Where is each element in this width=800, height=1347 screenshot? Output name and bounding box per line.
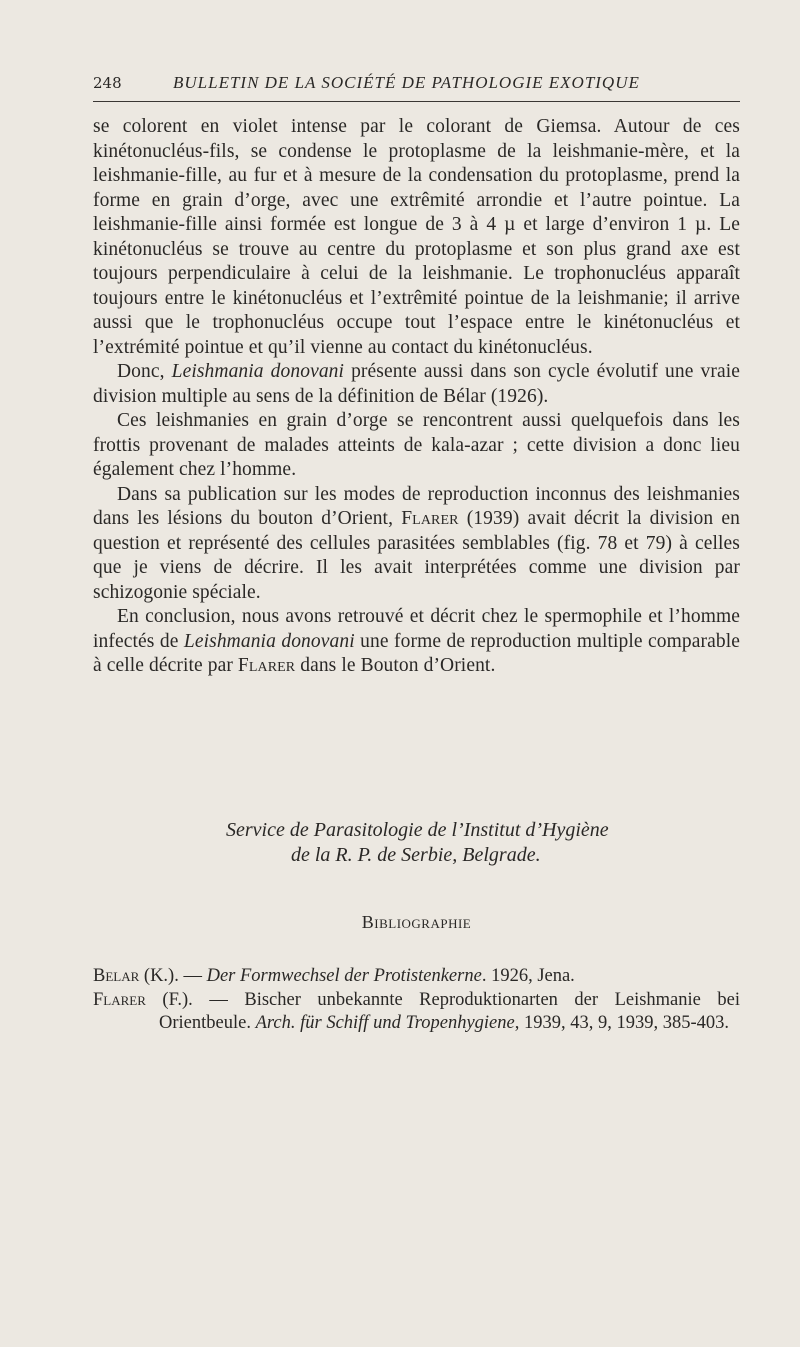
text-span: Ces leishmanies en grain d’orge se rencontrent aussi quelquefois dans les frottis provenant de malades atteints de kala-azar ; cette division a donc lieu également chez l’homme. [93, 410, 740, 480]
bibliography-entry [93, 965, 740, 989]
affiliation-line-2: de la R. P. de Serbie, Belgrade. [291, 843, 541, 866]
text-span: Dans sa publication sur les modes de reproduction inconnus des leishmanies dans les lésions du bouton d’Orient, [93, 483, 740, 529]
paragraph [93, 409, 740, 483]
italic-span: Der Formwechsel der Protistenkerne [206, 966, 482, 986]
text-span: (F.). — Bischer unbekannte Reproduktionarten der Leishmanie bei Orientbeule. [145, 989, 740, 1033]
text-span: . 1926, Jena. [481, 966, 575, 986]
text-span: , 1939, 43, 9, 1939, 385-403. [514, 1013, 730, 1033]
running-header [93, 73, 740, 95]
author-name: Flarer [93, 989, 146, 1010]
bibliography-entry [93, 989, 740, 1036]
italic-span: Leishmania donovani [183, 630, 355, 652]
paragraph [93, 605, 740, 679]
text-span: une forme de reproduction multiple comparable à celle décrite par [93, 630, 740, 676]
paragraph [93, 483, 740, 606]
page-number: 248 [93, 74, 122, 92]
affiliation [93, 818, 740, 867]
body-text [93, 115, 740, 679]
running-title: BULLETIN DE LA SOCIÉTÉ DE PATHOLOGIE EXOTIQUE [173, 73, 640, 92]
author-name: Belar [93, 966, 140, 986]
text-span: (1939) avait décrit la division en question et représenté des cellules parasitées semblables (fig. 78 et 79) à celles que je viens de décrire. Il les avait interprétées comme une division par schizogonie spéciale. [93, 508, 740, 603]
text-span: Donc, [117, 361, 172, 382]
author-name: Flarer [401, 508, 459, 529]
affiliation-line-1: Service de Parasitologie de l’Institut d’Hygiène [226, 819, 609, 841]
bibliography-list [93, 965, 740, 1036]
header-rule [93, 101, 740, 102]
bibliography-title: Bibliographie [361, 912, 472, 932]
italic-span: Leishmania donovani [171, 361, 345, 382]
paragraph [93, 360, 740, 409]
text-span: En conclusion, nous avons retrouvé et décrit chez le spermophile et l’homme infectés de [93, 606, 740, 652]
text-span: (K.). — [139, 966, 207, 986]
text-span: dans le Bouton d’Orient. [295, 655, 496, 676]
paragraph [93, 115, 740, 360]
author-name: Flarer [237, 655, 296, 676]
text-span: se colorent en violet intense par le colorant de Giemsa. Autour de ces kinétonucléus-fils, se condense le protoplasme de la leishmanie-mère, et la leishmanie-fille, au fur et à mesure de la condensation du protoplasme, prend la forme en grain d’orge, avec une extrêmité arrondie et l’autre pointue. La leishmanie-fille ainsi formée est longue de 3 à 4 µ et large d’environ 1 µ. Le kinétonucléus se trouve au centre du protoplasme et son plus grand axe est toujours perpendiculaire à celui de la leishmanie. Le trophonucléus apparaît toujours entre le kinétonucléus et l’extrêmité pointue de la leishmanie; il arrive aussi que le trophonucléus occupe tout l’espace entre le kinétonucléus et l’extrémité pointue et qu’il vienne au contact du kinétonucléus. [93, 116, 740, 358]
text-span: présente aussi dans son cycle évolutif une vraie division multiple au sens de la définition de Bélar (1926). [93, 361, 741, 407]
italic-span: Arch. für Schiff und Tropenhygiene [255, 1013, 515, 1033]
